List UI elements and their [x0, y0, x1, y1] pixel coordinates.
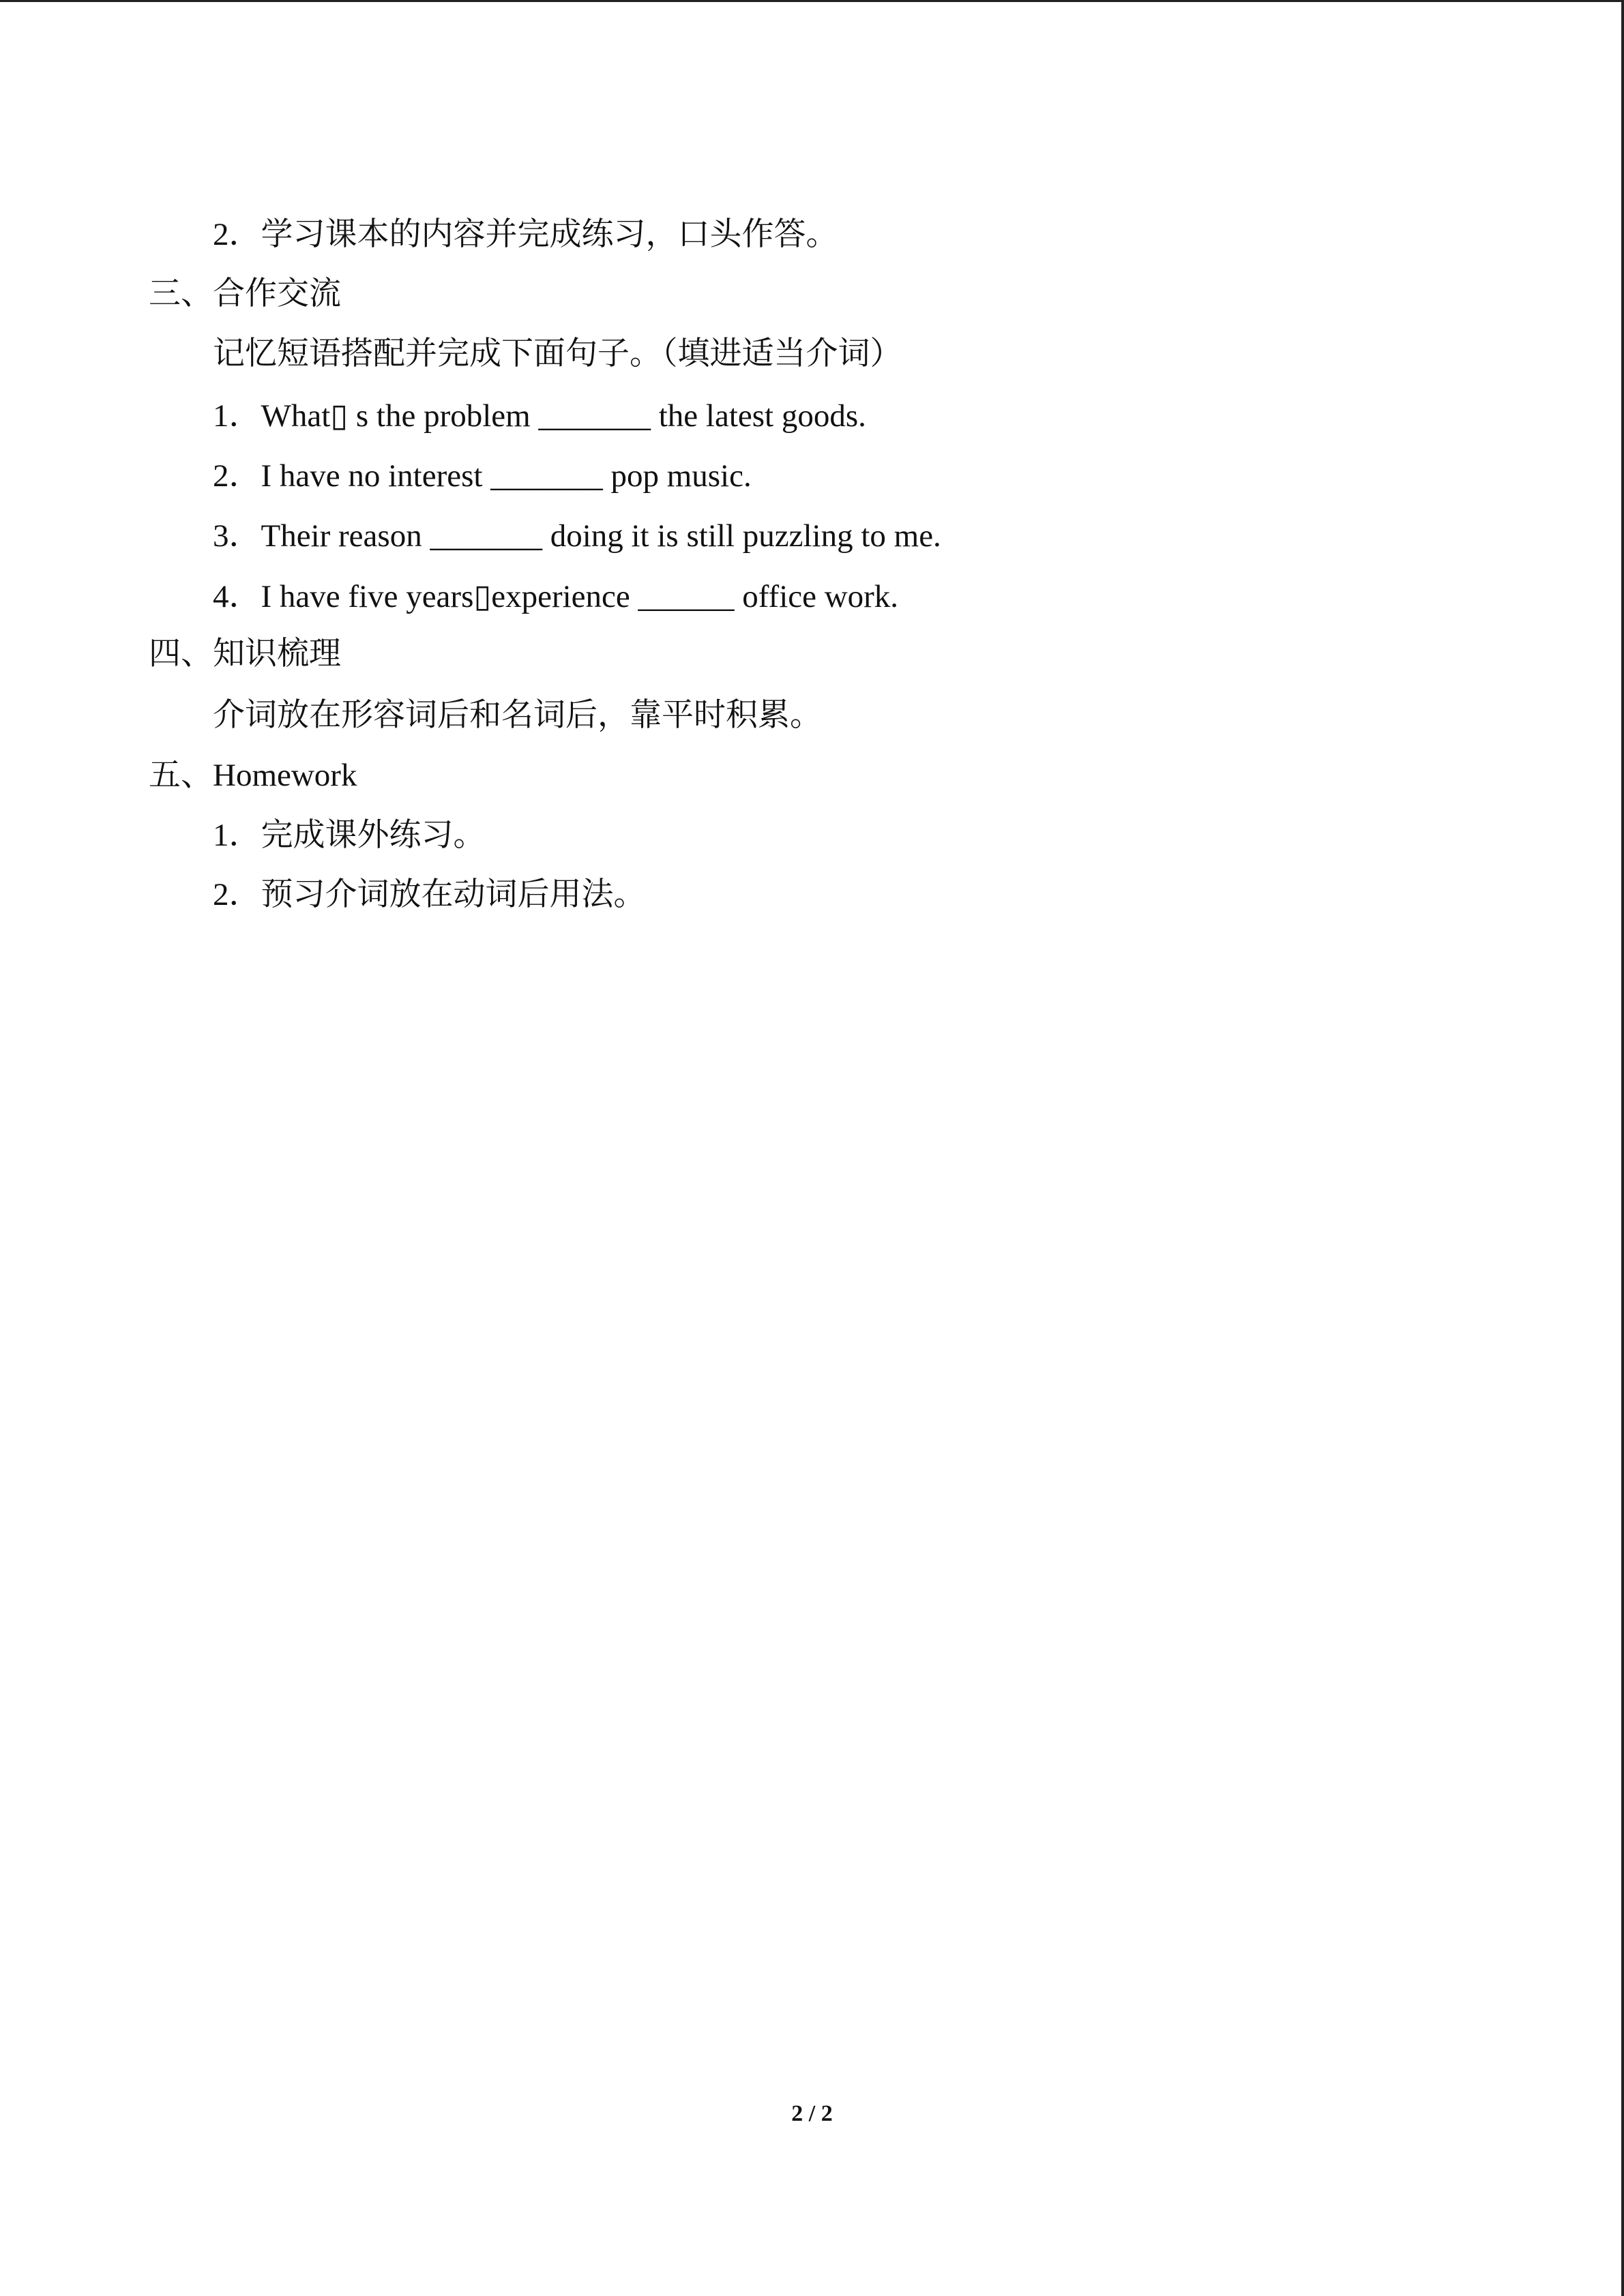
- study-item-2: 2．学习课本的内容并完成练习，口头作答。: [213, 217, 838, 252]
- exercise-item-4: 4．I have five years▯experience ______ office work.: [213, 579, 899, 614]
- exercise-item-2: 2．I have no interest _______ pop music.: [213, 458, 752, 494]
- section-heading-knowledge: 四、知识梳理: [149, 636, 341, 672]
- knowledge-summary: 介词放在形容词后和名词后，靠平时积累。: [213, 698, 822, 733]
- section-heading-cooperation: 三、合作交流: [149, 276, 341, 312]
- page-number: 2 / 2: [791, 2101, 833, 2126]
- homework-item-2: 2．预习介词放在动词后用法。: [213, 877, 646, 912]
- homework-item-1: 1．完成课外练习。: [213, 818, 486, 853]
- page-border-right: [1621, 0, 1624, 2296]
- page-border-top: [0, 0, 1624, 2]
- exercise-item-1: 1．What▯ s the problem _______ the latest goods.: [213, 398, 866, 434]
- section-heading-homework: 五、Homework: [149, 758, 357, 793]
- exercise-item-3: 3．Their reason _______ doing it is still puzzling to me.: [213, 518, 941, 554]
- exercise-instruction: 记忆短语搭配并完成下面句子。（填进适当介词）: [213, 336, 902, 372]
